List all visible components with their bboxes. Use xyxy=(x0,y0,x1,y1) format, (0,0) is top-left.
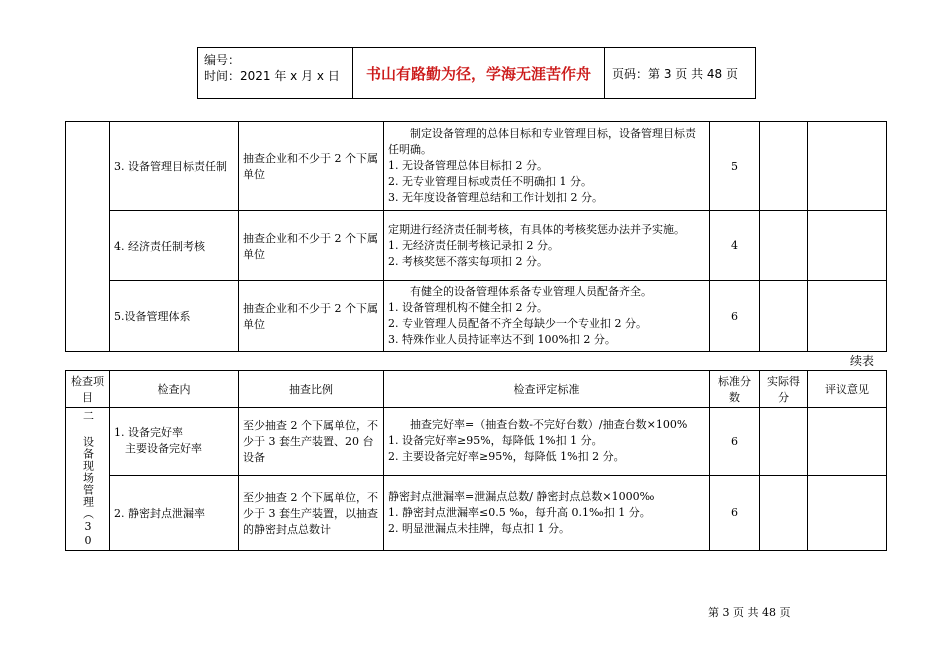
score-cell: 6 xyxy=(710,475,760,550)
item-cell: 4. 经济责任制考核 xyxy=(110,211,239,281)
col-header-content: 检查内 xyxy=(110,371,239,408)
actual-score-cell xyxy=(760,281,808,352)
number-label: 编号： xyxy=(204,53,241,67)
table-row xyxy=(66,408,887,476)
table-row xyxy=(66,211,887,281)
actual-score-cell xyxy=(760,475,808,550)
col-header-actual-score: 实际得分 xyxy=(760,371,808,408)
standard-cell: 抽查完好率=（抽查台数-不完好台数）/抽查台数×100% 1. 设备完好率≥95%，每降低 1%扣 1 分。 2. 主要设备完好率≥95%，每降低 1%扣 2 分。 xyxy=(384,408,710,476)
col-header-std-score: 标准分数 xyxy=(710,371,760,408)
comment-cell xyxy=(808,281,887,352)
score-cell: 6 xyxy=(710,408,760,476)
section-label: 二 设备现场管理（30 xyxy=(81,410,95,548)
ratio-cell: 抽查企业和不少于 2 个下属单位 xyxy=(239,281,384,352)
actual-score-cell xyxy=(760,211,808,281)
col-header-comments: 评议意见 xyxy=(808,371,887,408)
header-page-info: 页码：第 3 页 共 48 页 xyxy=(612,66,738,81)
section-cell xyxy=(66,408,110,551)
standard-cell: 制定设备管理的总体目标和专业管理目标，设备管理目标责任明确。 1. 无设备管理总体目标扣 2 分。 2. 无专业管理目标或责任不明确扣 1 分。 3. 无年度设备管理总结和工作计划扣 2 分。 xyxy=(384,122,710,211)
standard-cell: 有健全的设备管理体系备专业管理人员配备齐全。 1. 设备管理机构不健全扣 2 分。 2. 专业管理人员配备不齐全每缺少一个专业扣 2 分。 3. 特殊作业人员持证率达不到 100%扣 2 分。 xyxy=(384,281,710,352)
col-header-item-project: 检查项目 xyxy=(66,371,110,408)
comment-cell xyxy=(808,408,887,476)
score-cell: 5 xyxy=(710,122,760,211)
comment-cell xyxy=(808,122,887,211)
actual-score-cell xyxy=(760,122,808,211)
comment-cell xyxy=(808,211,887,281)
site-management-table xyxy=(65,370,887,551)
page-footer: 第 3 页 共 48 页 xyxy=(708,606,791,619)
actual-score-cell xyxy=(760,408,808,476)
score-cell: 4 xyxy=(710,211,760,281)
header-meta xyxy=(198,48,353,98)
time-label: 时间：2021 年 x 月 x 日 xyxy=(204,69,340,83)
item-cell: 2. 静密封点泄漏率 xyxy=(110,475,239,550)
ratio-cell: 抽查企业和不少于 2 个下属单位 xyxy=(239,122,384,211)
score-cell: 6 xyxy=(710,281,760,352)
table-row xyxy=(66,122,887,211)
table-row xyxy=(66,281,887,352)
standard-cell: 静密封点泄漏率=泄漏点总数/ 静密封点总数×1000‰ 1. 静密封点泄漏率≤0.5 ‰，每升高 0.1‰扣 1 分。 2. 明显泄漏点未挂牌，每点扣 1 分。 xyxy=(384,475,710,550)
col-header-standard: 检查评定标准 xyxy=(384,371,710,408)
header-motto: 书山有路勤为径，学海无涯苦作舟 xyxy=(353,48,605,98)
section-cell xyxy=(66,122,110,352)
table-row xyxy=(66,475,887,550)
ratio-cell: 至少抽查 2 个下属单位，不少于 3 套生产装置、20 台设备 xyxy=(239,408,384,476)
col-header-ratio: 抽查比例 xyxy=(239,371,384,408)
standard-cell: 定期进行经济责任制考核，有具体的考核奖惩办法并予实施。 1. 无经济责任制考核记录扣 2 分。 2. 考核奖惩不落实每项扣 2 分。 xyxy=(384,211,710,281)
item-cell: 3. 设备管理目标责任制 xyxy=(110,122,239,211)
management-table xyxy=(65,121,887,352)
header-row xyxy=(66,371,887,408)
item-cell: 1. 设备完好率 主要设备完好率 xyxy=(110,408,239,476)
comment-cell xyxy=(808,475,887,550)
ratio-cell: 抽查企业和不少于 2 个下属单位 xyxy=(239,211,384,281)
document-header xyxy=(197,47,756,99)
item-cell: 5.设备管理体系 xyxy=(110,281,239,352)
continued-label: 续表 xyxy=(850,354,875,368)
ratio-cell: 至少抽查 2 个下属单位，不少于 3 套生产装置，以抽查的静密封点总数计 xyxy=(239,475,384,550)
